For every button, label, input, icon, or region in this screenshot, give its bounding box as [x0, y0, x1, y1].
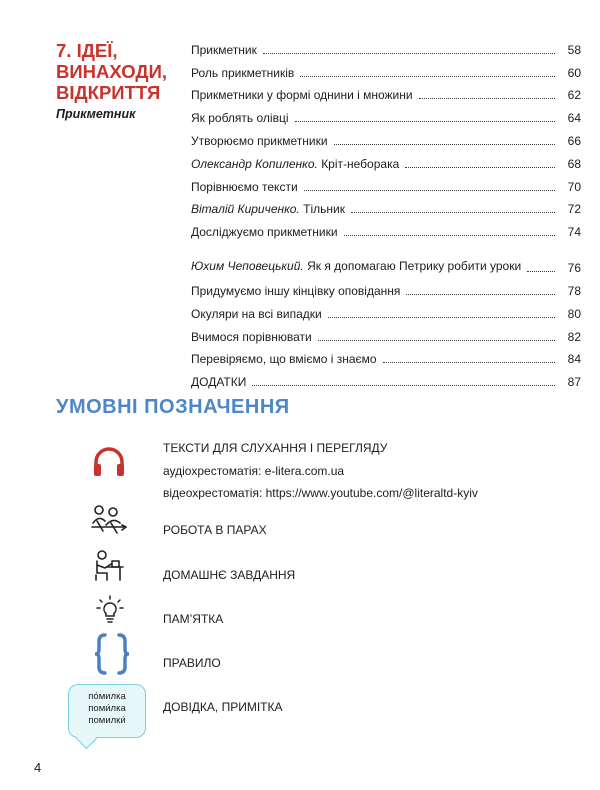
toc-row [191, 216, 581, 239]
toc-row [191, 239, 581, 275]
note-icon-word: по́милка [88, 691, 126, 702]
toc-leader-dots [419, 98, 555, 99]
toc-leader-dots [351, 212, 555, 213]
toc-row [191, 148, 581, 171]
note-icon-word: поми́лка [88, 703, 126, 714]
toc-page-number: 74 [567, 225, 581, 240]
toc-entry-title [191, 284, 400, 298]
toc-entry-text: Тільник [303, 202, 345, 217]
toc-row [191, 344, 581, 367]
legend-heading: УМОВНІ ПОЗНАЧЕННЯ [56, 396, 290, 418]
section-label: Прикметник [56, 107, 136, 121]
toc-row [191, 194, 581, 217]
toc-row [191, 298, 581, 321]
lightbulb-icon [95, 594, 125, 624]
toc-page-number: 87 [567, 375, 581, 390]
toc-row [191, 171, 581, 194]
toc-entry-title [191, 258, 521, 275]
toc-entry-text: Роль прикметників [191, 65, 295, 80]
toc-leader-dots [252, 385, 555, 386]
toc-page-number: 68 [567, 156, 581, 171]
toc-entry-text: ДОДАТКИ [191, 375, 247, 390]
toc-page-number: 76 [567, 261, 581, 276]
toc-leader-dots [383, 362, 555, 363]
toc-leader-dots [527, 271, 555, 272]
toc-leader-dots [300, 76, 555, 77]
toc-entry-title [191, 134, 328, 148]
toc-row [191, 125, 581, 148]
toc-entry-text: Утворюємо прикметники [191, 133, 328, 148]
toc-leader-dots [344, 235, 555, 236]
chapter-title: 7. ІДЕЇ, ВИНАХОДИ, ВІДКРИТТЯ [56, 40, 167, 103]
toc-entry-text: Перевіряємо, що вміємо і знаємо [191, 352, 377, 367]
toc-entry-author: Віталій Кириченко. [191, 202, 300, 217]
table-of-contents [191, 34, 581, 389]
video-legend-line: відеохрестоматія: https://www.youtube.com/@literaltd-kyiv [163, 486, 478, 500]
toc-entry-text: Порівнюємо тексти [191, 179, 298, 194]
toc-entry-title [191, 180, 298, 194]
toc-row [191, 275, 581, 298]
note-legend: ДОВІДКА, ПРИМІТКА [163, 700, 283, 714]
toc-page-number: 82 [567, 329, 581, 344]
toc-entry-author: Олександр Копиленко. [191, 156, 318, 171]
homework-legend: ДОМАШНЄ ЗАВДАННЯ [163, 568, 296, 582]
toc-leader-dots [334, 144, 555, 145]
toc-leader-dots [406, 294, 555, 295]
toc-entry-title [191, 307, 322, 321]
toc-row [191, 34, 581, 57]
toc-entry-title [191, 111, 289, 125]
toc-page-number: 78 [567, 283, 581, 298]
curly-braces-icon [95, 632, 129, 676]
toc-entry-title [191, 202, 345, 216]
toc-entry-text: Придумуємо іншу кінцівку оповідання [191, 283, 401, 298]
toc-page-number: 64 [567, 111, 581, 126]
toc-entry-author: Юхим Чеповецький. [191, 259, 304, 274]
toc-page-number: 70 [567, 179, 581, 194]
toc-entry-title [191, 88, 413, 102]
toc-page-number: 62 [567, 88, 581, 103]
toc-entry-text: Кріт-неборака [321, 156, 400, 171]
toc-leader-dots [328, 317, 555, 318]
homework-desk-icon [93, 549, 125, 581]
pair-work-legend: РОБОТА В ПАРАХ [163, 523, 267, 537]
note-speech-bubble-icon [68, 684, 146, 738]
toc-page-number: 72 [567, 202, 581, 217]
toc-entry-text: Як я допомагаю Петрику робити уроки [307, 259, 522, 274]
memo-legend: ПАМ’ЯТКА [163, 612, 224, 626]
pair-work-icon [89, 503, 129, 537]
toc-entry-text: Вчимося порівнювати [191, 329, 312, 344]
audio-legend-title: ТЕКСТИ ДЛЯ СЛУХАННЯ І ПЕРЕГЛЯДУ [163, 441, 388, 455]
toc-entry-text: Досліджуємо прикметники [191, 225, 338, 240]
toc-leader-dots [304, 190, 555, 191]
toc-leader-dots [295, 121, 555, 122]
headphones-icon [92, 446, 126, 478]
toc-entry-text: Окуляри на всі випадки [191, 306, 322, 321]
toc-entry-title [191, 66, 294, 80]
toc-entry-title [191, 225, 338, 239]
rule-legend: ПРАВИЛО [163, 656, 221, 670]
toc-entry-text: Як роблять олівці [191, 111, 289, 126]
toc-page-number: 60 [567, 65, 581, 80]
toc-row [191, 57, 581, 80]
toc-page-number: 80 [567, 306, 581, 321]
toc-entry-title [191, 375, 246, 389]
audio-legend-line: аудіохрестоматія: e-litera.com.ua [163, 464, 345, 478]
toc-entry-text: Прикметники у формі однини і множини [191, 88, 413, 103]
toc-entry-title [191, 157, 399, 171]
toc-leader-dots [263, 53, 555, 54]
toc-entry-title [191, 330, 312, 344]
toc-row [191, 80, 581, 103]
toc-leader-dots [405, 167, 555, 168]
toc-entry-text: Прикметник [191, 42, 257, 57]
page-number: 4 [34, 760, 42, 775]
toc-row [191, 366, 581, 389]
toc-entry-title [191, 43, 257, 57]
toc-page-number: 84 [567, 352, 581, 367]
toc-page-number: 66 [567, 133, 581, 148]
toc-row [191, 102, 581, 125]
toc-entry-title [191, 352, 377, 366]
note-icon-word: помилки́ [88, 715, 126, 726]
toc-leader-dots [318, 340, 555, 341]
toc-row [191, 321, 581, 344]
toc-page-number: 58 [567, 42, 581, 57]
